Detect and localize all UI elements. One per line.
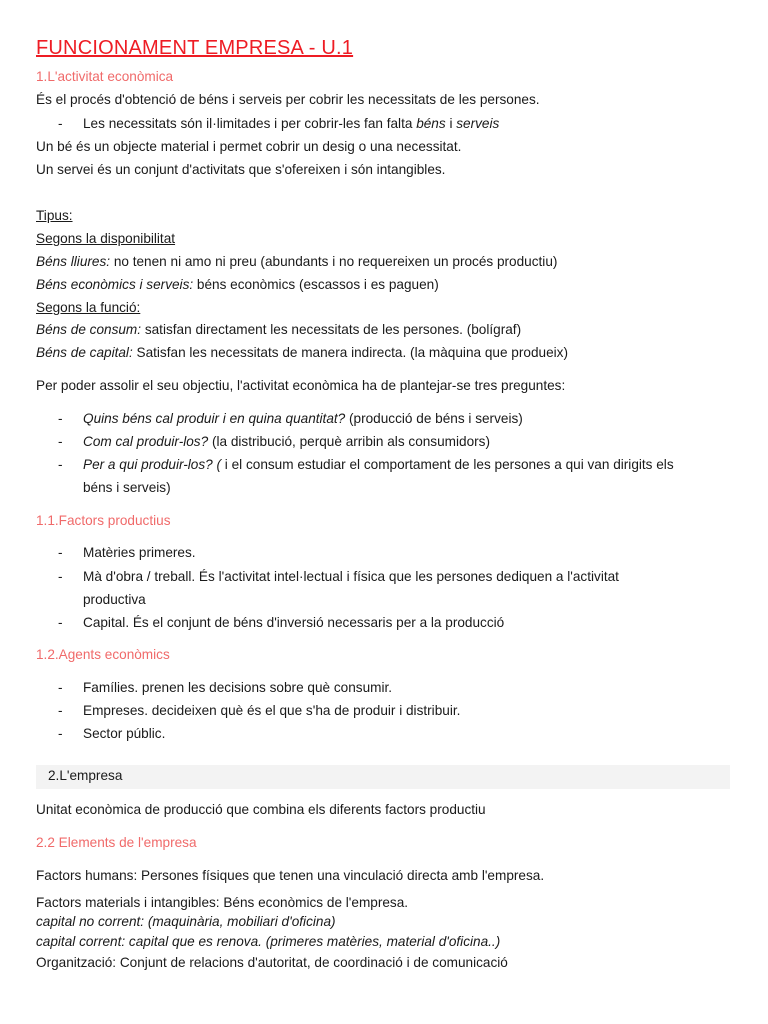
question-answer: (la distribució, perquè arribin als consumidors) [208, 434, 490, 449]
term-bens-consum: Béns de consum: [36, 322, 142, 337]
paragraph-preguntes: Per poder assolir el seu objectiu, l'activitat econòmica ha de plantejar-se tres preguntes: [36, 378, 566, 393]
line-bens-consum [36, 322, 521, 337]
emphasis-serveis: serveis [456, 116, 500, 131]
section-heading-factors: 1.1.Factors productius [36, 513, 171, 528]
capital-corrent: capital corrent: capital que es renova. (primeres matèries, material d'oficina..) [36, 934, 501, 949]
term-bens-capital: Béns de capital: [36, 345, 133, 360]
line-text: Satisfan les necessitats de manera indirecta. (la màquina que produeix) [132, 345, 568, 360]
line-text: béns econòmics (escassos i es paguen) [193, 277, 439, 292]
bullet-text-mid: i [445, 116, 457, 131]
paragraph-organitzacio: Organització: Conjunt de relacions d'autoritat, de coordinació i de comunicació [36, 955, 508, 970]
bullet-dash: - [58, 569, 63, 584]
line-capital-corrent [36, 934, 500, 949]
line-bens-capital [36, 345, 568, 360]
term-bens-lliures: Béns lliures: [36, 254, 111, 269]
question-per-a-qui [83, 457, 674, 472]
subheading-funcio: Segons la funció: [36, 300, 141, 315]
heading-empresa-bar [36, 765, 730, 789]
question-text: Com cal produir-los? [83, 434, 209, 449]
paragraph-factors-materials: Factors materials i intangibles: Béns econòmics de l'empresa. [36, 895, 409, 910]
question-quins [83, 411, 523, 426]
bullet-dash: - [58, 615, 63, 630]
bullet-dash: - [58, 726, 63, 741]
subheading-disponibilitat: Segons la disponibilitat [36, 231, 176, 246]
line-capital-no-corrent [36, 914, 336, 929]
list-item: Capital. És el conjunt de béns d'inversió necessaris per a la producció [83, 615, 505, 630]
paragraph-factors-humans: Factors humans: Persones físiques que tenen una vinculació directa amb l'empresa. [36, 868, 545, 883]
paragraph-empresa-def: Unitat econòmica de producció que combina els diferents factors productiu [36, 802, 486, 817]
term-bens-economics: Béns econòmics i serveis: [36, 277, 194, 292]
bullet-dash: - [58, 116, 63, 131]
emphasis-bens: béns [416, 116, 446, 131]
line-text: no tenen ni amo ni preu (abundants i no requereixen un procés productiu) [110, 254, 558, 269]
list-item: Famílies. prenen les decisions sobre què consumir. [83, 680, 393, 695]
section-heading-activitat: 1.L'activitat econòmica [36, 69, 174, 84]
section-heading-agents: 1.2.Agents econòmics [36, 647, 170, 662]
question-text: Quins béns cal produir i en quina quantitat? [83, 411, 346, 426]
bullet-dash: - [58, 680, 63, 695]
question-com [83, 434, 490, 449]
section-heading-empresa: 2.L'empresa [48, 768, 123, 783]
bullet-text: Les necessitats són il·limitades i per cobrir-les fan falta [83, 116, 417, 131]
question-continuation: béns i serveis) [83, 480, 171, 495]
paragraph-definition: És el procés d'obtenció de béns i serveis per cobrir les necessitats de les persones. [36, 92, 540, 107]
bullet-necessitats [83, 116, 499, 131]
bullet-dash: - [58, 411, 63, 426]
bullet-dash: - [58, 434, 63, 449]
list-item: Mà d'obra / treball. És l'activitat intel·lectual i física que les persones dediquen a l'activitat [83, 569, 619, 584]
capital-no-corrent: capital no corrent: (maquinària, mobiliari d'oficina) [36, 914, 336, 929]
paragraph-servei: Un servei és un conjunt d'activitats que s'ofereixen i són intangibles. [36, 162, 446, 177]
list-item: Empreses. decideixen què és el que s'ha de produir i distribuir. [83, 703, 461, 718]
bullet-dash: - [58, 457, 63, 472]
list-item: Sector públic. [83, 726, 166, 741]
section-heading-elements: 2.2 Elements de l'empresa [36, 835, 197, 850]
question-text: Per a qui produir-los? ( [83, 457, 222, 472]
bullet-dash: - [58, 545, 63, 560]
paragraph-be: Un bé és un objecte material i permet cobrir un desig o una necessitat. [36, 139, 462, 154]
line-bens-economics [36, 277, 439, 292]
list-item-continuation: productiva [83, 592, 146, 607]
list-item: Matèries primeres. [83, 545, 196, 560]
bullet-dash: - [58, 703, 63, 718]
line-bens-lliures [36, 254, 557, 269]
tipus-heading: Tipus: [36, 208, 73, 223]
line-text: satisfan directament les necessitats de les persones. (bolígraf) [141, 322, 522, 337]
document-title: FUNCIONAMENT EMPRESA - U.1 [36, 37, 354, 59]
question-answer: i el consum estudiar el comportament de les persones a qui van dirigits els [221, 457, 674, 472]
question-answer: (producció de béns i serveis) [345, 411, 523, 426]
